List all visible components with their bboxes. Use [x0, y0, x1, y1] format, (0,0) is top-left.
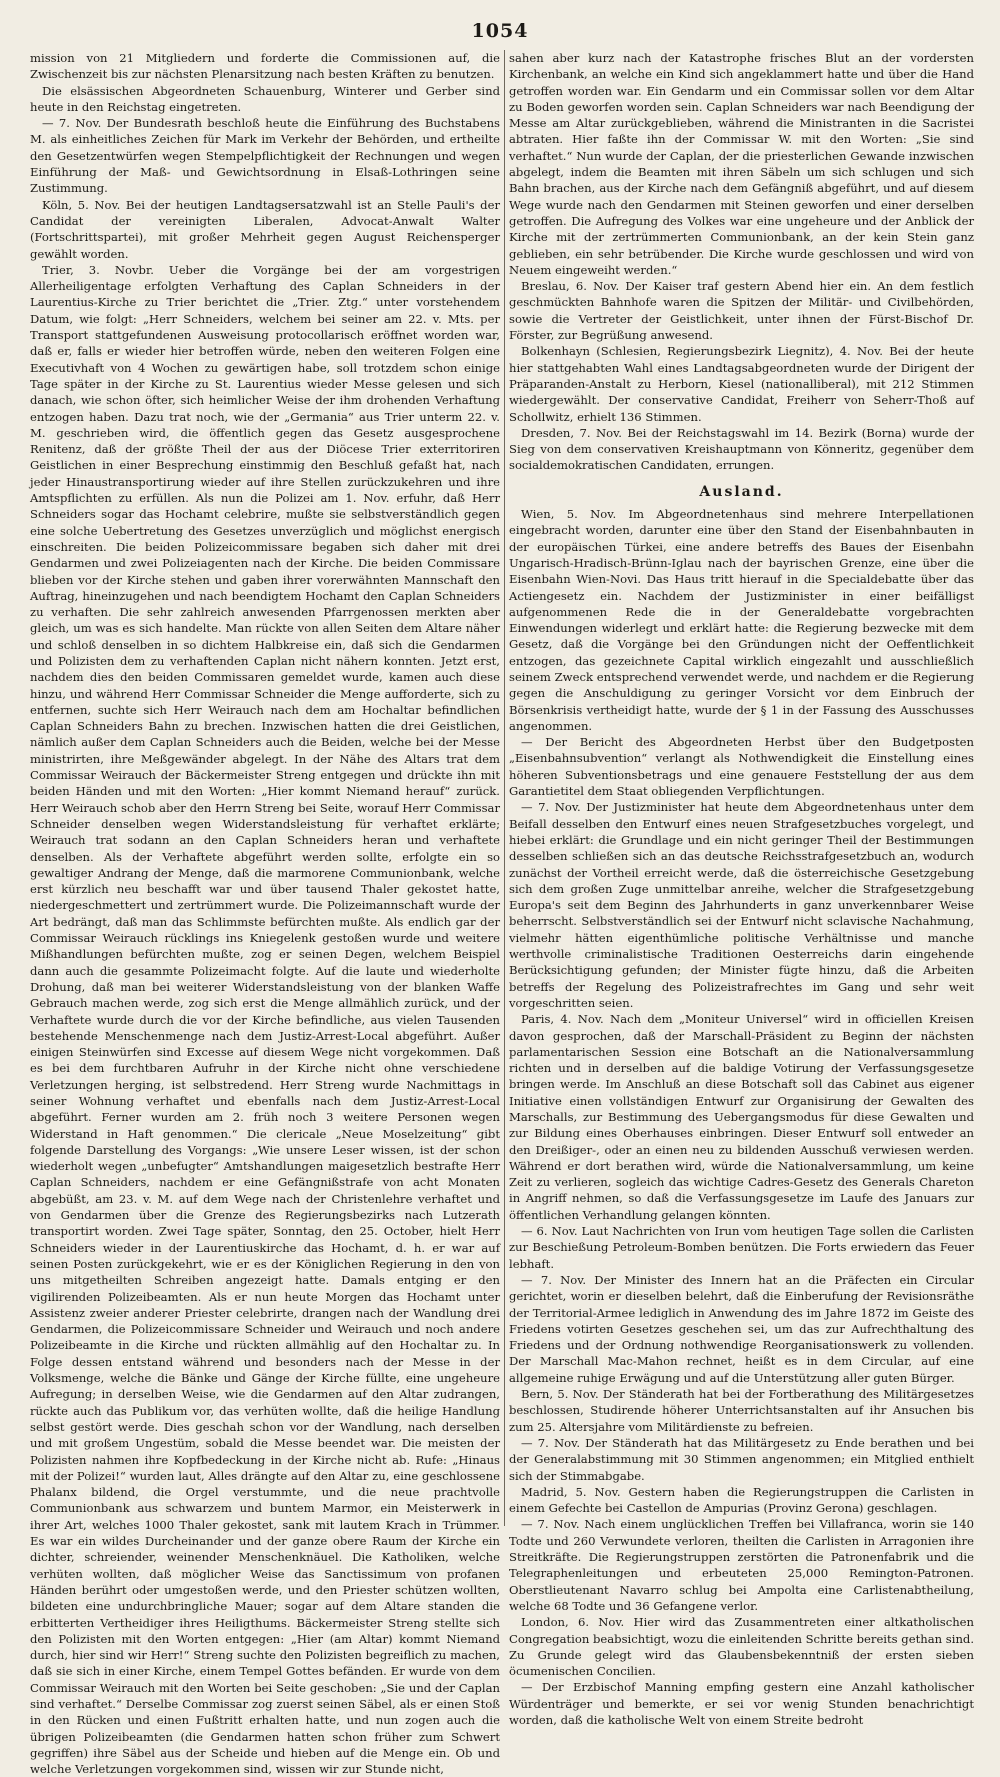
left-column	[30, 50, 500, 1777]
page-number: 1054	[471, 20, 529, 42]
article-paragraph: — 7. Nov. Der Minister des Innern hat an die Präfecten ein Circular gerichtet, worin er dieselben belehrt, daß die Einberufung der Revisionsräthe der Territorial-Armee lediglich in Anwendung des im Jahre 1872 im Geiste des Friedens votirten Gesetzes geschehen sei, um das zur Aufrechthaltung des Friedens und der Ordnung nothwendige Reorganisationswerk zu vollenden. Der Marschall Mac-Mahon rechnet, heißt es in dem Circular, auf eine allgemeine ruhige Erwägung und auf die Unterstützung aller guten Bürger.	[509, 1272, 974, 1385]
article-paragraph: Dresden, 7. Nov. Bei der Reichstagswahl im 14. Bezirk (Borna) wurde der Sieg von dem conservativen Kreishauptmann von Könneritz, gegenüber dem socialdemokratischen Candidaten, errungen.	[509, 425, 974, 473]
article-paragraph: — 7. Nov. Der Ständerath hat das Militärgesetz zu Ende berathen und bei der Generalabstimmung mit 30 Stimmen angenommen; ein Mitglied enthielt sich der Stimmabgabe.	[509, 1435, 974, 1483]
article-paragraph: Trier, 3. Novbr. Ueber die Vorgänge bei der am vorgestrigen Allerheiligentage erfolgten Verhaftung des Caplan Schneiders in der Laurentius-Kirche zu Trier berichtet die „Trier. Ztg.“ unter vorstehendem Datum, wie folgt: „Herr Schneiders, welchem bei seiner am 22. v. Mts. per Transport stattgefundenen Ausweisung protocollarisch eröffnet worden war, daß er, falls er wieder hier betroffen würde, neben den weiteren Folgen eine Executivhaft von 4 Wochen zu gewärtigen habe, soll trotzdem schon einige Tage später in der Kirche zu St. Laurentius wieder Messe gelesen und sich danach, wie schon öfter, sich heimlicher Weise der ihm drohenden Verhaftung entzogen haben. Dazu trat noch, wie der „Germania“ aus Trier unterm 22. v. M. geschrieben wird, die öffentlich gegen das Gesetz ausgesprochene Renitenz, daß der größte Theil der aus der Diöcese Trier exterritoriren Geistlichen in einer Besprechung einstimmig den Beschluß gefaßt hat, nach jeder Hinaustransportirung wieder auf ihre Stellen zurückzukehren und ihre Amtspflichten zu erfüllen. Als nun die Polizei am 1. Nov. erfuhr, daß Herr Schneiders sogar das Hochamt celebrire, mußte sie selbstverständlich gegen eine solche Uebertretung des Gesetzes unverzüglich und möglichst energisch einschreiten. Die beiden Polizeicommissare begaben sich daher mit drei Gendarmen und zwei Polizeiagenten nach der Kirche. Die beiden Commissare blieben vor der Kirche stehen und gaben ihrer vorerwähnten Mannschaft den Auftrag, hineinzugehen und nach beendigtem Hochamt den Caplan Schneiders zu verhaften. Die sehr zahlreich anwesenden Pfarrgenossen merkten aber gleich, um was es sich handelte. Man rückte von allen Seiten dem Altare näher und schloß denselben in so dichtem Halbkreise ein, daß sich die Gendarmen und Polizisten dem zu verhaftenden Caplan nicht nähern konnten. Jetzt erst, nachdem dies den beiden Commissaren gemeldet wurde, kamen auch diese hinzu, und während Herr Commissar Schneider die Menge aufforderte, sich zu entfernen, suchte sich Herr Weirauch nach dem am Hochaltar befindlichen Caplan Schneiders Bahn zu brechen. Inzwischen hatten die drei Geistlichen, nämlich außer dem Caplan Schneiders auch die Beiden, welche bei der Messe ministrirten, ihre Meßgewänder abgelegt. In der Nähe des Altars trat dem Commissar Weirauch der Bäckermeister Streng entgegen und drückte ihn mit beiden Händen und mit den Worten: „Hier kommt Niemand herauf“ zurück. Herr Weirauch schob aber den Herrn Streng bei Seite, worauf Herr Commissar Schneider denselben wegen Widerstandsleistung für verhaftet erklärte; Weirauch trat sodann an den Caplan Schneiders heran und verhaftete denselben. Als der Verhaftete abgeführt werden sollte, erfolgte ein so gewaltiger Andrang der Menge, daß die marmorene Communionbank, welche erst kürzlich neu beschafft war und über tausend Thaler gekostet hatte, niedergeschmettert und zertrümmert wurde. Die Polizeimannschaft wurde der Art bedrängt, daß man das Schlimmste befürchten mußte. Als endlich gar der Commissar Weirauch rücklings ins Kniegelenk gestoßen wurde und weitere Mißhandlungen befürchten mußte, zog er seinen Degen, welchem Beispiel dann auch die gesammte Polizeimacht folgte. Auf die laute und wiederholte Drohung, daß man bei weiterer Widerstandsleistung von der blanken Waffe Gebrauch machen werde, zog sich erst die Menge allmählich zurück, und der Verhaftete wurde durch die vor der Kirche befindliche, aus vielen Tausenden bestehende Menschenmenge nach dem Justiz-Arrest-Local abgeführt. Außer einigen Steinwürfen sind Excesse auf diesem Wege nicht vorgekommen. Daß es bei dem furchtbaren Aufruhr in der Kirche nicht ohne verschiedene Verletzungen herging, ist selbstredend. Herr Streng wurde Nachmittags in seiner Wohnung verhaftet und ebenfalls nach dem Justiz-Arrest-Local abgeführt. Ferner wurden am 2. früh noch 3 weitere Personen wegen Widerstand in Haft genommen.“ Die clericale „Neue Moselzeitung“ gibt folgende Darstellung des Vorgangs: „Wie unsere Leser wissen, ist der schon wiederholt wegen „unbefugter“ Amtshandlungen maigesetzlich bestrafte Herr Caplan Schneiders, nachdem er eine Gefängnißstrafe von acht Monaten abgebüßt, am 23. v. M. auf dem Wege nach der Christenlehre verhaftet und von Gendarmen über die Grenze des Regierungsbezirks nach Lutzerath transportirt worden. Zwei Tage später, Sonntag, den 25. October, hielt Herr Schneiders wieder in der Laurentiuskirche das Hochamt, d. h. er war auf seinen Posten zurückgekehrt, wie er es der Königlichen Regierung in den von uns mitgetheilten Schreiben angezeigt hatte. Damals entging er den vigilirenden Polizeibeamten. Als er nun heute Morgen das Hochamt unter Assistenz zweier anderer Priester celebrirte, drangen nach der Wandlung drei Gendarmen, die Polizeicommissare Schneider und Weirauch und noch andere Polizeibeamte in die Kirche und rückten allmählig auf den Hochaltar zu. In Folge dessen entstand während und besonders nach der Messe in der Volksmenge, welche die Bänke und Gänge der Kirche füllte, eine ungeheure Aufregung; in derselben Weise, wie die Gendarmen auf den Altar zudrangen, rückte auch das Publikum vor, das verhüten wollte, daß die heilige Handlung selbst gestört werde. Dies geschah schon vor der Wandlung, nach derselben und mit großem Ungestüm, sobald die Messe beendet war. Die meisten der Polizisten nahmen ihre Kopfbedeckung in der Kirche nicht ab. Rufe: „Hinaus mit der Polizei!“ wurden laut, Alles drängte auf den Altar zu, eine geschlossene Phalanx bildend, die Orgel verstummte, und die neue prachtvolle Communionbank aus schwarzem und buntem Marmor, ein Meisterwerk in ihrer Art, welches 1000 Thaler gekostet, sank mit lautem Krach in Trümmer. Es war ein wildes Durcheinander und der ganze obere Raum der Kirche ein dichter, schreiender, weinender Menschenknäuel. Die Katholiken, welche verhüten wollten, daß möglicher Weise das Sanctissimum von profanen Händen berührt oder umgestoßen werde, und den Priester schützen wollten, bildeten eine undurchbringliche Mauer; sogar auf dem Altare standen die erbitterten Vertheidiger ihres Heiligthums. Bäckermeister Streng stellte sich den Polizisten mit den Worten entgegen: „Hier (am Altar) kommt Niemand durch, hier sind wir Herr!“ Streng suchte den Polizisten begreiflich zu machen, daß sie sich in einer Kirche, einem Tempel Gottes befänden. Er wurde von dem Commissar Weirauch mit den Worten bei Seite geschoben: „Sie und der Caplan sind verhaftet.“ Derselbe Commissar zog zuerst seinen Säbel, als er einen Stoß in den Rücken und einen Fußtritt erhalten hatte, und nun zogen auch die übrigen Polizeibeamten (die Gendarmen hatten schon früher zum Schwert gegriffen) ihre Säbel aus der Scheide und hieben auf die Menge ein. Ob und welche Verletzungen vorgekommen sind, wissen wir zur Stunde nicht,	[30, 262, 500, 1777]
article-paragraph: sahen aber kurz nach der Katastrophe frisches Blut an der vordersten Kirchenbank, an welche ein Kind sich angeklammert hatte und über die Hand getroffen worden war. Ein Gendarm und ein Commissar sollen vor dem Altar zu Boden geworfen worden sein. Caplan Schneiders war nach Beendigung der Messe am Altar zurückgeblieben, während die Ministranten in die Sacristei abtraten. Hier faßte ihn der Commissar W. mit den Worten: „Sie sind verhaftet.“ Nun wurde der Caplan, der die priesterlichen Gewande inzwischen abgelegt, indem die Beamten mit ihren Säbeln um sich schlugen und sich Bahn brachen, aus der Kirche nach dem Gefängniß abgeführt, und auf diesem Wege wurde nach den Gendarmen mit Steinen geworfen und einer derselben getroffen. Die Aufregung des Volkes war eine ungeheure und der Anblick der Kirche mit der zertrümmerten Communionbank, an der kein Stein ganz geblieben, ein sehr betrübender. Die Kirche wurde geschlossen und wird von Neuem eingeweiht werden.“	[509, 51, 974, 277]
right-column	[509, 50, 975, 1727]
article-paragraph: Breslau, 6. Nov. Der Kaiser traf gestern Abend hier ein. An dem festlich geschmückten Bahnhofe waren die Spitzen der Militär- und Civilbehörden, sowie die Vertreter der Geistlichkeit, unter ihnen der Fürst-Bischof Dr. Förster, zur Begrüßung anwesend.	[509, 279, 974, 343]
article-paragraph: Madrid, 5. Nov. Gestern haben die Regierungstruppen die Carlisten in einem Gefechte bei Castellon de Ampurias (Provinz Gerona) geschlagen.	[509, 1484, 974, 1516]
article-paragraph: — Der Bericht des Abgeordneten Herbst über den Budgetposten „Eisenbahnsubvention“ verlangt als Nothwendigkeit die Einstellung eines höheren Subventionsbetrags und eine genauere Feststellung der aus dem Garantietitel dem Staat obliegenden Verpflichtungen.	[509, 735, 974, 799]
article-paragraph: London, 6. Nov. Hier wird das Zusammentreten einer altkatholischen Congregation beabsichtigt, wozu die einleitenden Schritte bereits gethan sind. Zu Grunde gelegt wird das Glaubensbekenntniß der ersten sieben öcumenischen Concilien.	[509, 1615, 975, 1679]
article-paragraph: Bolkenhayn (Schlesien, Regierungsbezirk Liegnitz), 4. Nov. Bei der heute hier stattgehabten Wahl eines Landtagsabgeordneten wurde der Dirigent der Präparanden-Anstalt zu Herborn, Kiesel (nationalliberal), mit 212 Stimmen wiedergewählt. Der conservative Candidat, Freiherr von Seherr-Thoß auf Schollwitz, erhielt 136 Stimmen.	[509, 344, 974, 424]
article-paragraph: Die elsässischen Abgeordneten Schauenburg, Winterer und Gerber sind heute in den Reichstag eingetreten.	[30, 83, 500, 114]
article-paragraph: Köln, 5. Nov. Bei der heutigen Landtagsersatzwahl ist an Stelle Pauli's der Candidat der vereinigten Liberalen, Advocat-Anwalt Walter (Fortschrittspartei), mit großer Mehrheit gegen August Reichensperger gewählt worden.	[30, 197, 500, 261]
article-paragraph: — Der Erzbischof Manning empfing gestern eine Anzahl katholischer Würdenträger und bemerkte, er sei vor wenig Stunden benachrichtigt worden, daß die katholische Welt von einem Streite bedroht	[509, 1680, 974, 1727]
column-divider	[504, 50, 505, 1526]
article-paragraph: — 7. Nov. Der Justizminister hat heute dem Abgeordnetenhaus unter dem Beifall desselben den Entwurf eines neuen Strafgesetzbuches vorgelegt, und hiebei erklärt: die Grundlage und ein nicht geringer Theil der Bestimmungen desselben schließen sich an das deutsche Reichsstrafgesetzbuch an, wodurch zunächst der Vortheil erreicht werde, daß die österreichische Gesetzgebung sich dem großen Zuge unmittelbar anreihe, welcher die Strafgesetzgebung Europa's seit dem Beginn des Jahrhunderts in ganz unverkennbarer Weise beherrscht. Selbstverständlich sei der Entwurf nicht sclavische Nachahmung, vielmehr hätten eigenthümliche politische Verhältnisse und manche werthvolle criminalistische Traditionen Oesterreichs darin eingehende Berücksichtigung gefunden; der Minister fügte hinzu, daß die Arbeiten betreffs der Regelung des Polizeistrafrechtes im Gang und sehr weit vorgeschritten seien.	[509, 800, 974, 1010]
article-paragraph: — 6. Nov. Laut Nachrichten von Irun vom heutigen Tage sollen die Carlisten zur Beschießung Petroleum-Bomben benützen. Die Forts erwiedern das Feuer lebhaft.	[509, 1224, 974, 1271]
article-paragraph: — 7. Nov. Der Bundesrath beschloß heute die Einführung des Buchstabens M. als einheitliches Zeichen für Mark im Verkehr der Behörden, und ertheilte den Gesetzentwürfen wegen Stempelpflichtigkeit der Rechnungen und wegen Einführung der Maß- und Gewichtsordnung in Elsaß-Lothringen seine Zustimmung.	[30, 116, 500, 196]
article-paragraph: — 7. Nov. Nach einem unglücklichen Treffen bei Villafranca, worin sie 140 Todte und 260 Verwundete verloren, theilten die Carlisten in Arragonien ihre Streitkräfte. Die Regierungstruppen zerstörten die Patronenfabrik und die Telegraphenleitungen und erbeuteten 25,000 Remington-Patronen. Oberstlieutenant Navarro schlug bei Ampolta eine Carlistenabtheilung, welche 68 Todte und 36 Gefangene verlor.	[509, 1517, 974, 1613]
article-paragraph: Paris, 4. Nov. Nach dem „Moniteur Universel“ wird in officiellen Kreisen davon gesprochen, daß der Marschall-Präsident zu Beginn der nächsten parlamentarischen Session eine Botschaft an die Nationalversammlung richten und in derselben auf die baldige Votirung der Verfassungsgesetze bringen werde. Im Anschluß an diese Botschaft soll das Cabinet aus eigener Initiative einen vollständigen Entwurf zur Organisirung der Gewalten des Marschalls, zur Bestimmung des Uebergangsmodus für diese Gewalten und zur Bildung eines Oberhauses einbringen. Dieser Entwurf soll entweder an den Dreißiger-, oder an einen neu zu bildenden Ausschuß verwiesen werden. Während er dort berathen wird, würde die Nationalversammlung, um keine Zeit zu verlieren, sogleich das wichtige Cadres-Gesetz des Generals Chareton in Angriff nehmen, so daß die Verfassungsgesetze im Laufe des Januars zur öffentlichen Verhandlung gelangen könnten.	[509, 1012, 974, 1222]
article-paragraph: Wien, 5. Nov. Im Abgeordnetenhaus sind mehrere Interpellationen eingebracht worden, darunter eine über den Stand der Eisenbahnbauten in der europäischen Türkei, eine andere betreffs des Baues der Eisenbahn Ungarisch-Hradisch-Brünn-Iglau nach der bayrischen Grenze, eine über die Eisenbahn Wien-Novi. Das Haus tritt hierauf in die Specialdebatte über das Actiengesetz ein. Nachdem der Justizminister in einer beifälligst aufgenommenen Rede die in der Generaldebatte vorgebrachten Einwendungen widerlegt und erklärt hatte: die Regierung bezwecke mit dem Gesetz, daß die Vorgänge bei den Gründungen nicht der Oeffentlichkeit entzogen, das gezeichnete Capital wirklich eingezahlt und ausschließlich seinem Zweck entsprechend verwendet werde, und nachdem er die Regierung gegen die Anschuldigung zu geringer Vorsicht vor dem Einbruch der Börsenkrisis vertheidigt hatte, wurde der § 1 in der Fassung des Ausschusses angenommen.	[509, 507, 974, 733]
section-heading: Ausland.	[699, 483, 784, 500]
article-paragraph: mission von 21 Mitgliedern und forderte die Commissionen auf, die Zwischenzeit bis zur nächsten Plenarsitzung nach besten Kräften zu benutzen.	[30, 51, 500, 82]
article-paragraph: Bern, 5. Nov. Der Ständerath hat bei der Fortberathung des Militärgesetzes beschlossen, Studirende höherer Unterrichtsanstalten auf ihr Ansuchen bis zum 25. Altersjahre vom Militärdienste zu befreien.	[509, 1387, 974, 1434]
